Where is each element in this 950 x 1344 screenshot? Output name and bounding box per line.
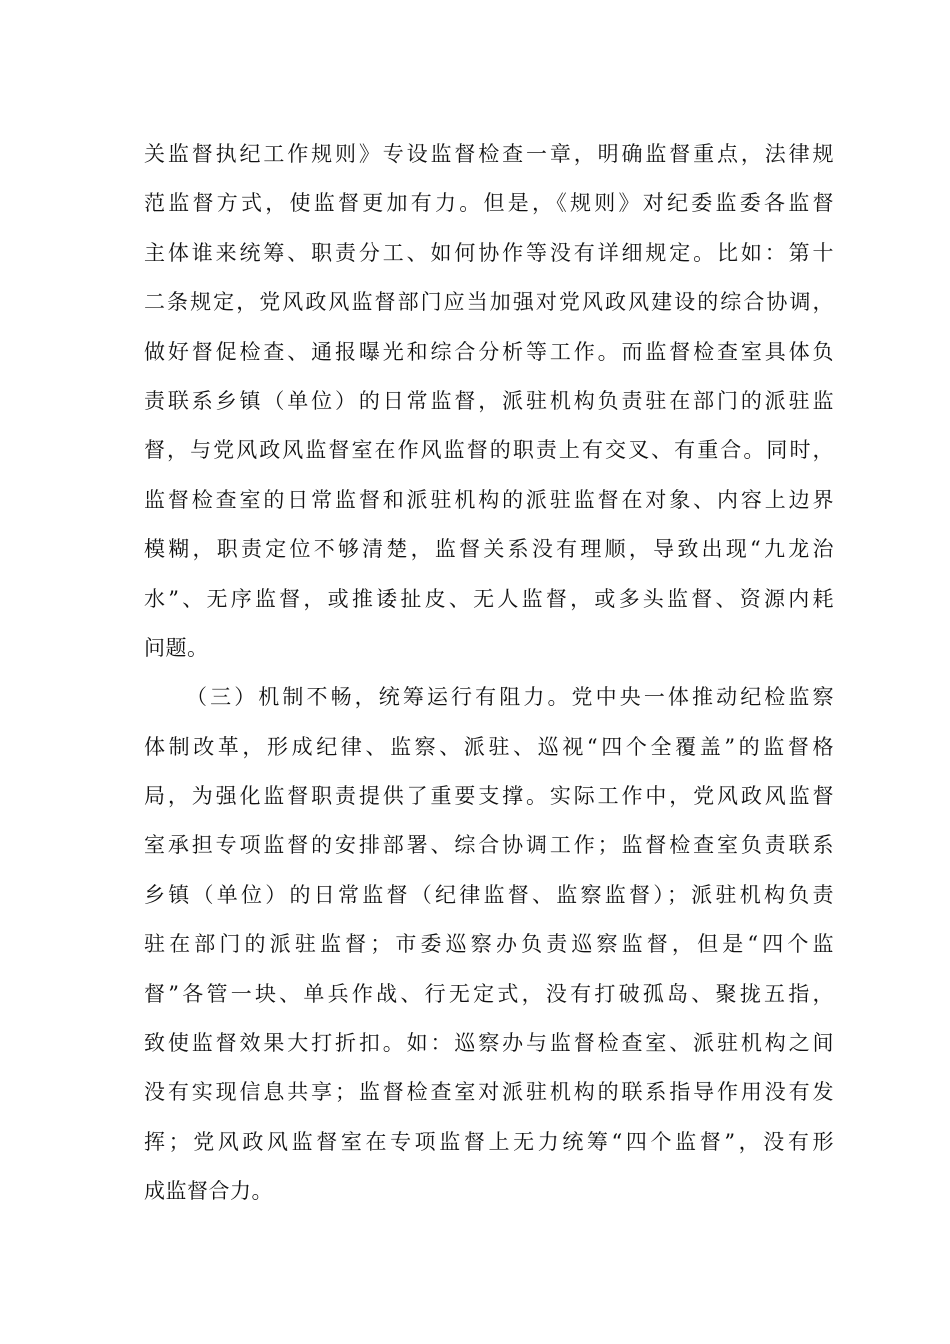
text-line: 责联系乡镇（单位）的日常监督，派驻机构负责驻在部门的派驻监 [144, 388, 834, 413]
text-line: 水”、无序监督，或推诿扯皮、无人监督，或多头监督、资源内耗 [144, 586, 834, 611]
text-line: 监督检查室的日常监督和派驻机构的派驻监督在对象、内容上边界 [144, 487, 834, 512]
text-line: 没有实现信息共享；监督检查室对派驻机构的联系指导作用没有发 [144, 1080, 834, 1105]
text-line: 室承担专项监督的安排部署、综合协调工作；监督检查室负责联系 [144, 833, 834, 858]
text-line: 二条规定，党风政风监督部门应当加强对党风政风建设的综合协调， [144, 290, 834, 315]
text-line: 成监督合力。 [144, 1179, 273, 1204]
text-line: 问题。 [144, 635, 209, 660]
text-line: 做好督促检查、通报曝光和综合分析等工作。而监督检查室具体负 [144, 339, 834, 364]
text-line: 乡镇（单位）的日常监督（纪律监督、监察监督）；派驻机构负责 [144, 882, 834, 907]
paragraph-1 [144, 130, 834, 673]
paragraph-2 [144, 673, 834, 1216]
text-line: 致使监督效果大打折扣。如：巡察办与监督检查室、派驻机构之间 [144, 1031, 834, 1056]
text-line: 驻在部门的派驻监督；市委巡察办负责巡察监督，但是“四个监 [144, 932, 834, 957]
text-line: 体制改革，形成纪律、监察、派驻、巡视“四个全覆盖”的监督格 [144, 734, 834, 759]
text-line: 范监督方式，使监督更加有力。但是，《规则》对纪委监委各监督 [144, 191, 834, 216]
document-body [144, 130, 834, 1217]
text-line: 督，与党风政风监督室在作风监督的职责上有交叉、有重合。同时， [144, 438, 834, 463]
text-line: 关监督执纪工作规则》专设监督检查一章，明确监督重点，法律规 [144, 142, 834, 166]
text-line: 模糊，职责定位不够清楚，监督关系没有理顺，导致出现“九龙治 [144, 537, 834, 562]
text-line: 挥；党风政风监督室在专项监督上无力统筹“四个监督”，没有形 [144, 1129, 834, 1154]
text-line: （三）机制不畅，统筹运行有阻力。党中央一体推动纪检监察 [186, 685, 834, 710]
text-line: 督”各管一块、单兵作战、行无定式，没有打破孤岛、聚拢五指， [144, 981, 834, 1006]
text-line: 主体谁来统筹、职责分工、如何协作等没有详细规定。比如：第十 [144, 240, 834, 265]
text-line: 局，为强化监督职责提供了重要支撑。实际工作中，党风政风监督 [144, 784, 834, 809]
